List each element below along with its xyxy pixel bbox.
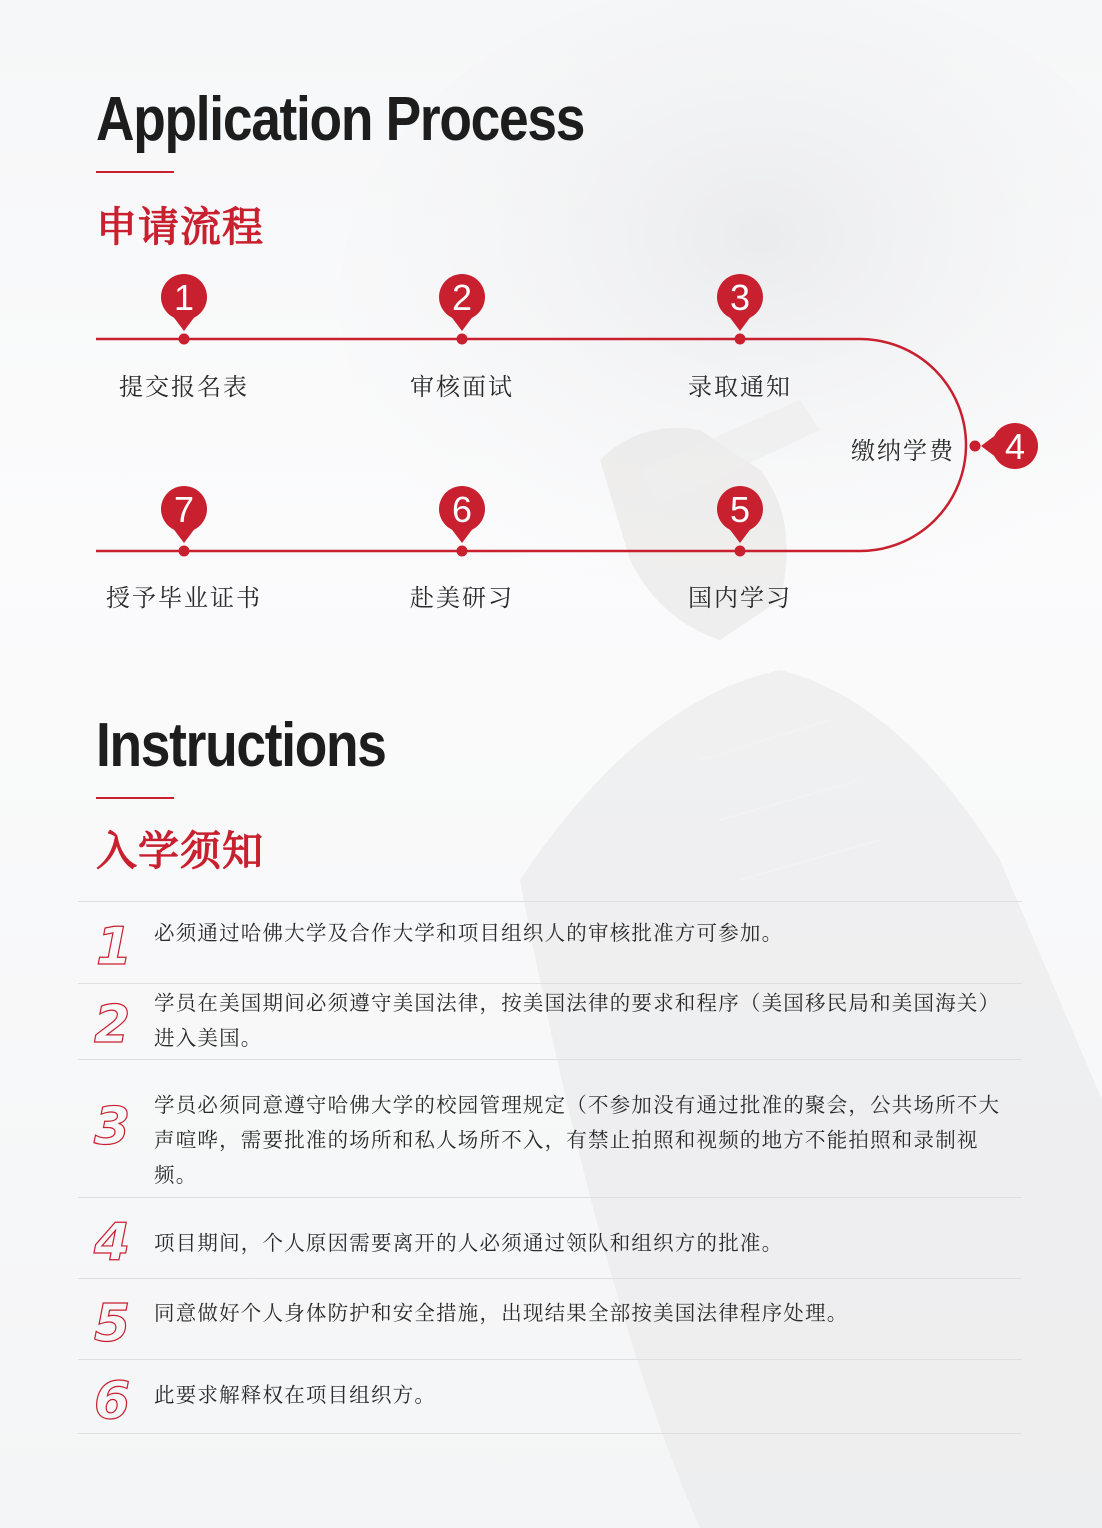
svg-text:1: 1 bbox=[96, 917, 132, 972]
instruction-item bbox=[78, 901, 1022, 983]
instruction-text-6: 此要求解释权在项目组织方。 bbox=[154, 1383, 437, 1407]
step-track-dot bbox=[457, 546, 468, 557]
instructions-list bbox=[78, 901, 1022, 1434]
step-number: 5 bbox=[729, 489, 751, 530]
step-track-dot bbox=[970, 441, 981, 452]
step-marker-3 bbox=[717, 274, 763, 345]
step-track-dot bbox=[457, 334, 468, 345]
instructions-title-cn: 入学须知 bbox=[96, 827, 264, 875]
step-marker-4 bbox=[970, 423, 1039, 469]
step-number: 3 bbox=[729, 277, 751, 318]
instruction-item bbox=[78, 1359, 1022, 1434]
svg-text:3: 3 bbox=[94, 1097, 131, 1152]
outlined-number-1-icon bbox=[92, 916, 132, 972]
step-marker-7 bbox=[161, 486, 207, 557]
process-title-cn: 申请流程 bbox=[96, 203, 264, 251]
step-number: 4 bbox=[1004, 426, 1026, 467]
step-number: 1 bbox=[173, 277, 195, 318]
instruction-item bbox=[78, 983, 1022, 1059]
instruction-text-1: 必须通过哈佛大学及合作大学和项目组织人的审核批准方可参加。 bbox=[154, 921, 784, 945]
step-track-dot bbox=[179, 334, 190, 345]
instruction-item bbox=[78, 1197, 1022, 1278]
step-label-6: 赴美研习 bbox=[410, 584, 514, 612]
outlined-number-4-icon bbox=[92, 1212, 132, 1268]
process-title-rule bbox=[96, 171, 174, 173]
step-track-dot bbox=[735, 334, 746, 345]
step-marker-5 bbox=[717, 486, 763, 557]
step-label-1: 提交报名表 bbox=[119, 373, 249, 401]
step-number: 2 bbox=[451, 277, 473, 318]
instructions-title-en: Instructions bbox=[96, 711, 386, 780]
outlined-number-6-icon bbox=[92, 1370, 132, 1426]
instruction-item bbox=[78, 1059, 1022, 1197]
svg-text:5: 5 bbox=[94, 1294, 131, 1349]
instruction-text-2: 学员在美国期间必须遵守美国法律，按美国法律的要求和程序（美国移民局和美国海关）进入美国。 bbox=[154, 991, 1001, 1050]
step-track-dot bbox=[735, 546, 746, 557]
step-label-7: 授予毕业证书 bbox=[106, 584, 262, 612]
step-label-3: 录取通知 bbox=[688, 373, 792, 401]
step-label-5: 国内学习 bbox=[688, 584, 792, 612]
step-number: 6 bbox=[451, 489, 473, 530]
outlined-number-2-icon bbox=[92, 994, 132, 1050]
process-title-en: Application Process bbox=[96, 85, 585, 154]
step-number: 7 bbox=[173, 489, 195, 530]
svg-text:6: 6 bbox=[94, 1371, 131, 1426]
instruction-text-3: 学员必须同意遵守哈佛大学的校园管理规定（不参加没有通过批准的聚会，公共场所不大声喧哗，需要批准的场所和私人场所不入，有禁止拍照和视频的地方不能拍照和录制视频。 bbox=[154, 1093, 1001, 1187]
step-marker-1 bbox=[161, 274, 207, 345]
step-marker-6 bbox=[439, 486, 485, 557]
outlined-number-3-icon bbox=[92, 1096, 132, 1152]
instruction-item bbox=[78, 1278, 1022, 1359]
step-label-2: 审核面试 bbox=[410, 373, 514, 401]
instruction-text-5: 同意做好个人身体防护和安全措施，出现结果全部按美国法律程序处理。 bbox=[154, 1301, 849, 1325]
svg-text:4: 4 bbox=[94, 1213, 131, 1268]
instruction-text-4: 项目期间，个人原因需要离开的人必须通过领队和组织方的批准。 bbox=[154, 1231, 784, 1255]
step-track-dot bbox=[179, 546, 190, 557]
step-marker-2 bbox=[439, 274, 485, 345]
step-label-4: 缴纳学费 bbox=[851, 437, 955, 465]
outlined-number-5-icon bbox=[92, 1293, 132, 1349]
instructions-title-rule bbox=[96, 797, 174, 799]
svg-text:2: 2 bbox=[94, 995, 131, 1050]
